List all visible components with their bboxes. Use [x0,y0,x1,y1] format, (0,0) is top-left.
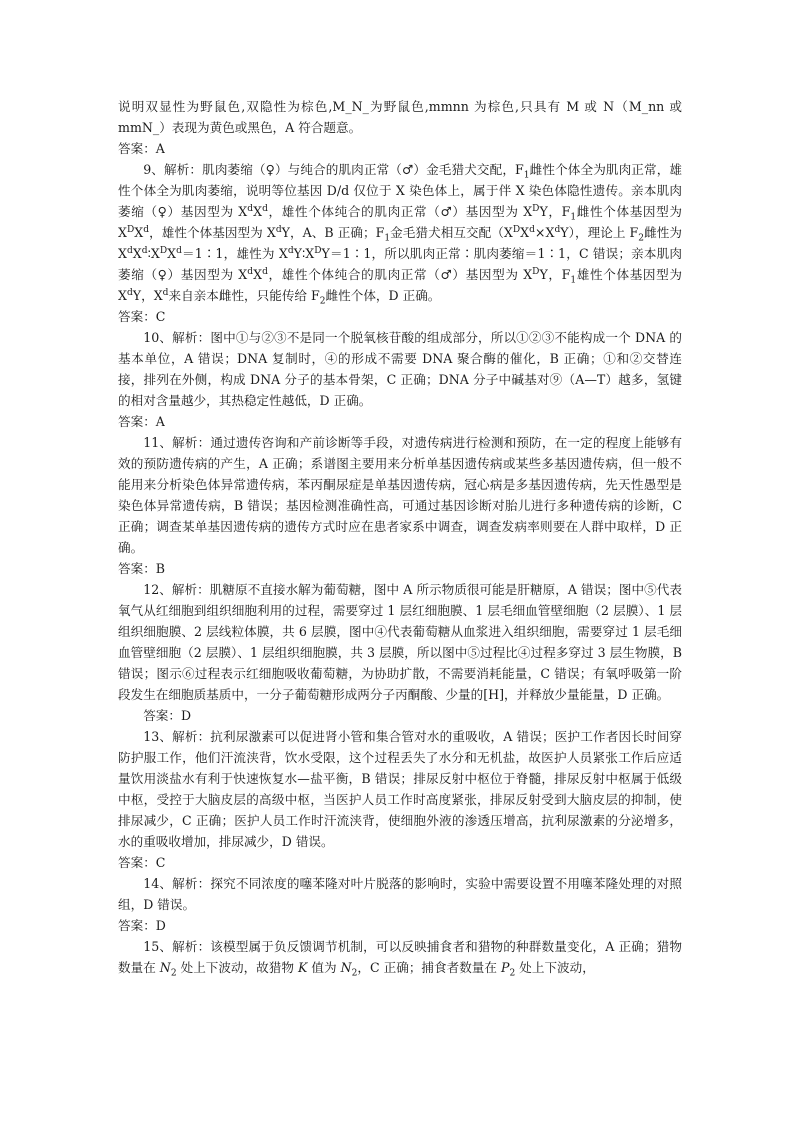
explanation-paragraph: 说明双显性为野鼠色,双隐性为棕色,M_N_为野鼠色,mmnn 为棕色,只具有 M 或 N（M_nn 或 mmN_）表现为黄色或黑色，A 符合题意。 [118,99,682,135]
explanation-paragraph: 14、解析：探究不同浓度的噻苯隆对叶片脱落的影响时，实验中需要设置不用噻苯隆处理的对照组，D 错误。 [118,876,682,912]
explanation-paragraph: 13、解析：抗利尿激素可以促进肾小管和集合管对水的重吸收，A 错误；医护工作者因长时间穿防护服工作，他们汗流浃背，饮水受限，这个过程丢失了水分和无机盐，故医护人员紧张工作后应适量饮用淡盐水有利于快速恢复水—盐平衡，B 错误；排尿反射中枢位于脊髓，排尿反射中枢属于低级中枢，受控于大脑皮层的高级中枢，当医护人员工作时高度紧张，排尿反射受到大脑皮层的抑制，使排尿减少，C 正确；医护人员工作时汗流浃背，使细胞外液的渗透压增高，抗利尿激素的分泌增多，水的重吸收增加，排尿减少，D 错误。 [118,729,682,849]
answer-line: 答案：D [118,918,166,933]
explanation-paragraph: 15、解析：该模型属于负反馈调节机制，可以反映捕食者和猎物的种群数量变化，A 正确；猎物数量在 $N_2$ 处上下波动，故猎物 K 值为 $N_2$，C 正确；捕食者数量在 $P_2$ 处上下波动， [118,939,682,979]
answer-line: 答案：C [118,855,166,870]
explanation-paragraph: 10、解析：图中①与②③不是同一个脱氧核苷酸的组成部分，所以①②③不能构成一个 DNA 的基本单位，A 错误；DNA 复制时，④的形成不需要 DNA 聚合酶的催化，B 正确；①和②交替连接，排列在外侧，构成 DNA 分子的基本骨架，C 正确；DNA 分子中碱基对⑨（A—T）越多，氢键的相对含量越少，其热稳定性越低，D 正确。 [118,330,682,408]
answer-line: 答案：C [118,309,166,324]
explanation-paragraph: 12、解析：肌糖原不直接水解为葡萄糖，图中 A 所示物质很可能是肝糖原，A 错误；图中⑤代表氧气从红细胞到组织细胞利用的过程，需要穿过 1 层红细胞膜、1 层毛细血管壁细胞（2 层膜）、1 层组织细胞膜、2 层线粒体膜，共 6 层膜，图中④代表葡萄糖从血浆进入组织细胞，需要穿过 1 层毛细血管壁细胞（2 层膜）、1 层组织细胞膜，共 3 层膜，所以图中⑤过程比④过程多穿过 3 层生物膜，B 错误；图示⑥过程表示红细胞吸收葡萄糖，为协助扩散，不需要消耗能量，C 错误；有氧呼吸第一阶段发生在细胞质基质中，一分子葡萄糖形成两分子丙酮酸、少量的[H]，并释放少量能量，D 正确。 [118,582,682,702]
document-body [118,96,682,978]
answer-line: 答案：B [118,561,166,576]
explanation-paragraph: 11、解析：通过遗传咨询和产前诊断等手段，对遗传病进行检测和预防，在一定的程度上能够有效的预防遗传病的产生，A 正确；系谱图主要用来分析单基因遗传病或某些多基因遗传病，但一般不能用来分析染色体异常遗传病，苯丙酮尿症是单基因遗传病，冠心病是多基因遗传病，先天性愚型是染色体异常遗传病，B 错误；基因检测准确性高，可通过基因诊断对胎儿进行多种遗传病的诊断，C 正确；调查某单基因遗传病的遗传方式时应在患者家系中调查，调查发病率则要在人群中取样，D 正确。 [118,435,682,555]
answer-line: 答案：A [118,414,165,429]
explanation-paragraph: 9、解析：肌肉萎缩（♀）与纯合的肌肉正常（♂）金毛猎犬交配，$F_1$雌性个体全为肌肉正常，雄性个体全为肌肉萎缩，说明等位基因 D/d 仅位于 X 染色体上，属于伴 X 染色体隐性遗传。亲本肌肉萎缩（♀）基因型为 $X^dX^d$，雄性个体纯合的肌肉正常（♂）基因型为 $X^DY$，$F_1$雌性个体基因型为 $X^DX^d$，雄性个体基因型为 $X^dY$，A、B 正确；$F_1$金毛猎犬相互交配$(X^DX^d\times X^dY)$，理论上 $F_2$雌性为 $X^dX^d∶X^DX^d=1∶1$，雄性为 $X^dY∶X^DY=1∶1$，所以肌肉正常∶肌肉萎缩＝1∶1，C 错误；亲本肌肉萎缩（♀）基因型为 $X^dX^d$，雄性个体纯合的肌肉正常（♂）基因型为 $X^DY$，$F_1$雄性个体基因型为 $X^dY$，$X^d$来自亲本雌性，只能传给 $F_2$雌性个体，D 正确。 [118,162,683,307]
answer-line: 答案：A [118,141,165,156]
answer-line: 答案：D [143,708,192,723]
